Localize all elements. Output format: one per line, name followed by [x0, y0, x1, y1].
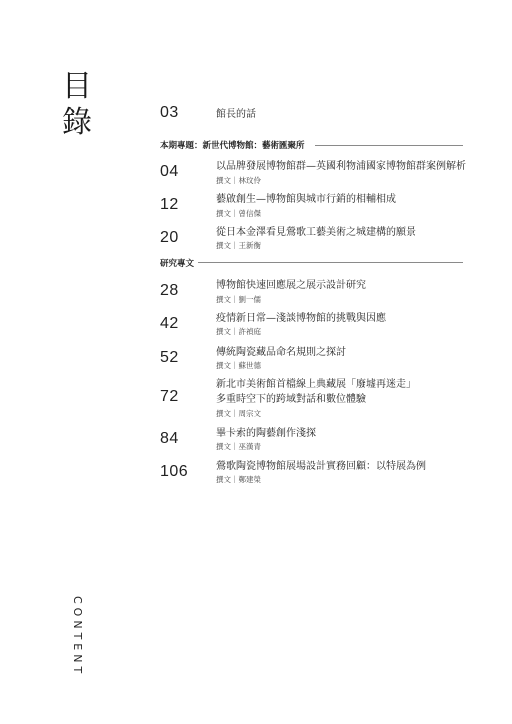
toc-entry-title: 館長的話 [216, 109, 256, 120]
toc-page-number: 04 [160, 163, 179, 180]
toc-entry-author: 撰文｜曾信傑 [216, 209, 261, 218]
toc-entry-author: 撰文｜王新衡 [216, 241, 261, 250]
toc-entry-author: 撰文｜周宗文 [216, 409, 261, 418]
toc-entry-author: 撰文｜林玟伶 [216, 176, 261, 185]
toc-entry-title: 鶯歌陶瓷博物館展場設計實務回顧：以特展為例 [216, 461, 426, 472]
section-rule [198, 262, 463, 263]
toc-entry-title-line2: 多重時空下的跨域對話和數位體驗 [216, 394, 366, 405]
toc-page-number: 72 [160, 388, 179, 405]
toc-page-number: 106 [160, 463, 189, 480]
toc-entry-author: 撰文｜巫漢青 [216, 442, 261, 451]
page-title-char-2: 錄 [62, 105, 92, 140]
toc-entry-title: 從日本金澤看見鶯歌工藝美術之城建構的願景 [216, 227, 416, 238]
toc-entry-title: 博物館快速回應展之展示設計研究 [216, 280, 366, 291]
page-title-char-1: 目 [62, 69, 92, 104]
toc-entry-title: 以品牌發展博物館群—英國利物浦國家博物館群案例解析 [216, 161, 466, 172]
toc-entry-title: 新北市美術館首檔線上典藏展「廢墟再迷走」 [216, 379, 416, 390]
toc-entry-author: 撰文｜劉一儒 [216, 295, 261, 304]
toc-page-number: 28 [160, 282, 179, 299]
toc-entry-title: 藝啟創生—博物館與城市行銷的相輔相成 [216, 194, 396, 205]
toc-entry-title: 傳統陶瓷藏品命名規則之探討 [216, 347, 346, 358]
toc-entry-author: 撰文｜許禎庭 [216, 327, 261, 336]
section-rule [315, 145, 463, 146]
vertical-content-label: CONTENT [71, 596, 84, 678]
toc-page-number: 20 [160, 229, 179, 246]
toc-page-number: 52 [160, 349, 179, 366]
toc-entry-author: 撰文｜蘇世德 [216, 361, 261, 370]
toc-entry-author: 撰文｜鄭建榮 [216, 475, 261, 484]
section-heading: 本期專題：新世代博物館：藝術匯聚所 [160, 141, 305, 151]
section-heading: 研究專文 [160, 259, 195, 269]
toc-page-number: 84 [160, 430, 179, 447]
toc-entry-title: 畢卡索的陶藝創作淺探 [216, 428, 316, 439]
toc-entry-title: 疫情新日常—淺談博物館的挑戰與因應 [216, 313, 386, 324]
toc-page-number: 12 [160, 196, 179, 213]
toc-page-number: 03 [160, 104, 179, 121]
toc-page-number: 42 [160, 315, 179, 332]
